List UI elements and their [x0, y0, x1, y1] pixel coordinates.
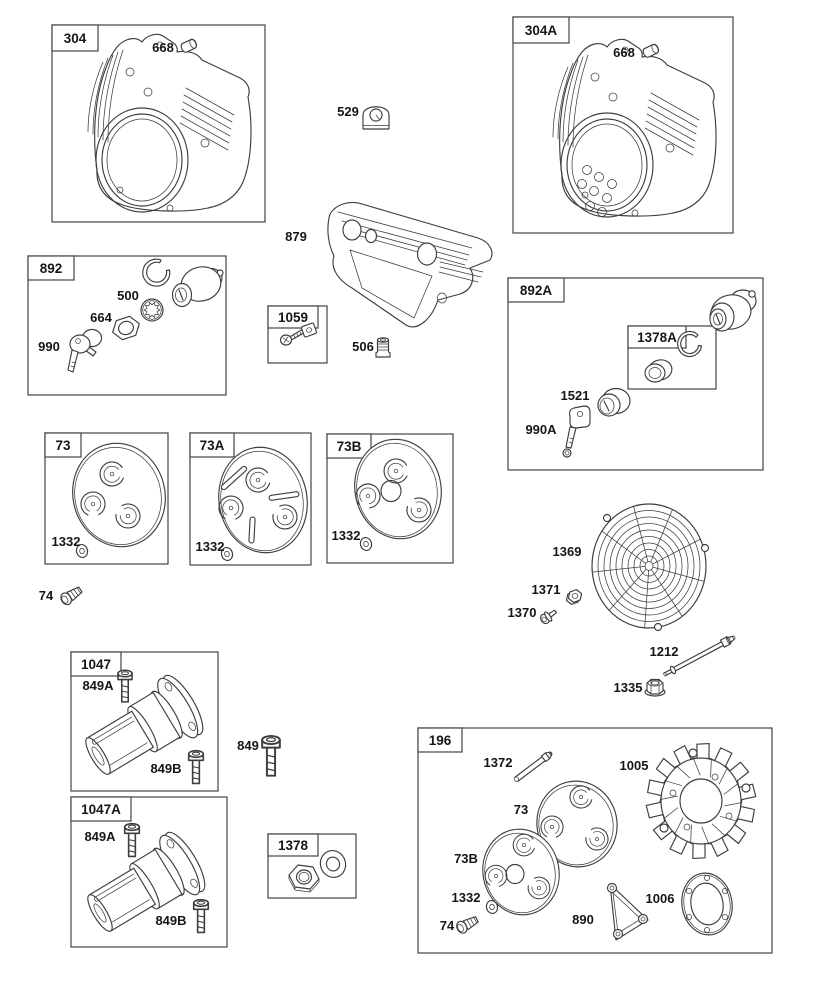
screw-1370: [538, 607, 558, 626]
callout-849a-1: 849A: [82, 678, 114, 693]
callout-990: 990: [38, 339, 60, 354]
callout-668-left: 668: [152, 40, 174, 55]
callout-890: 890: [572, 912, 594, 927]
screw-74-upper: [59, 584, 84, 606]
box-label-304a: 304A: [524, 23, 558, 38]
callout-74-upper: 74: [38, 588, 54, 603]
box-label-1378a: 1378A: [637, 330, 677, 345]
screw-74-lower: [455, 914, 480, 935]
fan-guard-1369: [592, 504, 709, 631]
washer-1378: [317, 847, 349, 880]
fan-guard-art: [592, 504, 706, 628]
ring-plate-1006: [677, 869, 737, 939]
key-990a: [563, 406, 590, 457]
box-label-892: 892: [39, 261, 63, 276]
screw-849a-1: [118, 670, 132, 702]
callout-500: 500: [117, 288, 139, 303]
box-label-73b: 73B: [336, 439, 362, 454]
box-label-73a: 73A: [199, 438, 225, 453]
box-label-1047a: 1047A: [81, 802, 121, 817]
callout-1369: 1369: [552, 544, 582, 559]
callout-73-in-196: 73: [513, 802, 529, 817]
rotating-screen-73a: [210, 440, 315, 562]
callout-668-right: 668: [613, 45, 635, 60]
screw-849a-2: [125, 824, 140, 857]
callout-1370: 1370: [507, 605, 537, 620]
spacer-1371: [565, 588, 584, 605]
ignition-switch-body-892a: [708, 290, 756, 333]
callout-1332-d: 1332: [451, 890, 481, 905]
callout-849b-2: 849B: [155, 913, 187, 928]
callout-74-lower: 74: [439, 918, 455, 933]
callout-849: 849: [237, 738, 259, 753]
callout-664: 664: [90, 310, 112, 325]
screw-849b-2: [194, 900, 209, 933]
plug-668-right: [642, 43, 660, 58]
callout-849b-1: 849B: [150, 761, 182, 776]
plug-668-left: [180, 38, 198, 53]
box-label-1378: 1378: [277, 838, 309, 853]
washer-1332-c: [359, 536, 373, 551]
blower-housing-304a: [553, 39, 716, 217]
screw-849b-1: [189, 751, 204, 784]
callout-1521: 1521: [560, 388, 590, 403]
bracket-890: [608, 884, 649, 941]
box-label-892a: 892A: [519, 283, 553, 298]
bezel-nut-1521: [598, 389, 630, 417]
callout-529: 529: [337, 104, 359, 119]
callout-1332-b: 1332: [195, 539, 225, 554]
callout-849a-2: 849A: [84, 829, 116, 844]
callout-879: 879: [285, 229, 307, 244]
flange-nut-1335: [645, 680, 665, 697]
cover-panel-879: [328, 202, 492, 326]
ignition-switch-group-892a: [560, 290, 756, 457]
box-label-1059: 1059: [277, 310, 309, 325]
box-label-73: 73: [55, 438, 71, 453]
screw-849: [262, 736, 280, 776]
box-label-196: 196: [428, 733, 452, 748]
callout-1212: 1212: [649, 644, 679, 659]
flywheel-fan-1005: [646, 744, 756, 859]
hex-nut-1378: [289, 865, 319, 892]
box-label-304: 304: [63, 31, 87, 46]
retainer-clip: [143, 259, 170, 286]
snap-ring-1378a: [678, 331, 702, 356]
callout-506: 506: [352, 339, 374, 354]
callout-1006: 1006: [645, 891, 675, 906]
callout-1332-c: 1332: [331, 528, 361, 543]
callout-1005: 1005: [619, 758, 649, 773]
keys-990: [68, 330, 102, 373]
callout-73b-in-196: 73B: [454, 851, 478, 866]
bushing-1378a: [645, 357, 674, 382]
box-label-1047: 1047: [80, 657, 112, 672]
ignition-switch-body: [173, 263, 225, 307]
grommet-529: [363, 107, 389, 129]
hex-nut-664: [110, 314, 143, 342]
star-washer-500: [141, 299, 163, 321]
callout-1372: 1372: [483, 755, 513, 770]
callout-1332-a: 1332: [51, 534, 81, 549]
flywheel-group-196: [455, 744, 756, 940]
blower-housing-304: [88, 34, 251, 212]
spacer-506: [376, 338, 390, 357]
pin-1372: [513, 750, 554, 783]
callout-1371: 1371: [531, 582, 561, 597]
callout-1335: 1335: [613, 680, 643, 695]
screw-1059: [281, 329, 306, 345]
callout-990a: 990A: [525, 422, 557, 437]
